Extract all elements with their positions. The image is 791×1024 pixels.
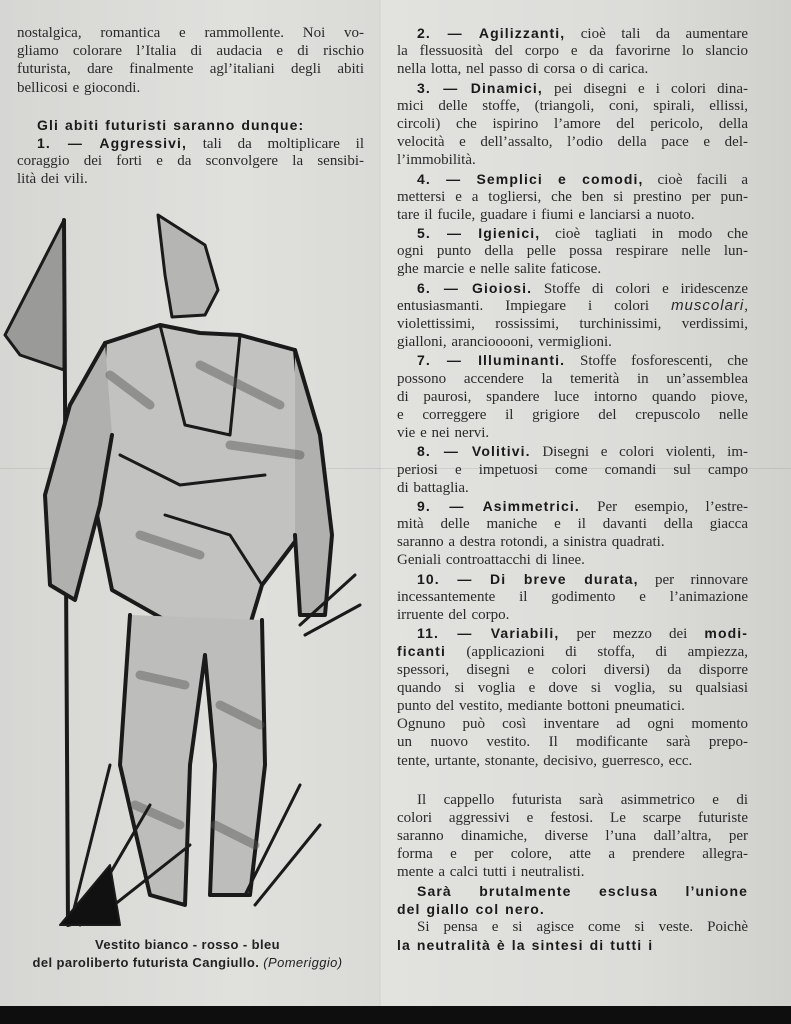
text: spessori, disegni e colori diversi) da disporre [397,661,748,678]
text-line [17,42,364,60]
text: ghe marcie e nelle salite faticose. [397,261,602,278]
text-line [397,642,748,660]
text-line [397,42,748,60]
text-line [397,752,748,770]
text: Geniali controattacchi di linee. [397,552,585,569]
text-line [397,882,748,900]
text: Si pensa e si agisce come si veste. Poichè [417,919,748,935]
text-line [397,497,748,515]
left-column [17,24,364,189]
text-line [397,588,748,606]
text: saranno dinamiche, diverse l’una dall’altra, per [397,828,748,845]
text: (applicazioni di stoffa, di ampiezza, [445,644,748,661]
text-line [397,570,748,588]
text-line [397,479,748,497]
text: quando si voglia e dove si voglia, su qualsiasi [397,679,748,696]
bold-text: modi- [704,625,748,642]
text: l’immobilità. [397,152,476,169]
text: irruente del corpo. [397,607,510,623]
trousers [120,615,265,905]
text: gialloni, aranciooooni, vermiglioni. [397,334,612,351]
text-line [397,170,748,188]
futurist-suit-illustration [0,205,370,935]
bold-text: 7. — Illuminanti. [417,352,566,369]
text-line [397,936,748,954]
text-line [397,388,748,406]
text-line [397,791,748,809]
text: mità delle maniche e il davanti della giacca [397,516,748,533]
text-line [397,533,748,551]
text: vie e nei nervi. [397,425,490,442]
text-line [397,827,748,845]
right-sleeve [295,350,332,615]
text-line [397,733,748,751]
text: e correggere il grigiore del crepuscolo nelle [397,406,748,423]
text: punto del vestito, mediante bottoni pneumatici. [397,697,685,714]
text-line [397,60,748,78]
text: incessantemente il godimento e l’animazione [397,588,748,605]
bold-text: 4. — Semplici e comodi, [417,170,644,187]
text-line [397,461,748,479]
text: ogni punto della pelle possa respirare nelle lun- [397,243,748,260]
text-line [397,900,748,918]
text: mettersi e a togliersi, che ben si prestino per pun- [397,188,748,205]
text: Stoffe di colori e iridescenze [532,280,748,297]
bold-text: 8. — Volitivi. [417,443,531,460]
text: Il cappello futurista sarà asimmetrico e di [417,791,748,808]
text-line [397,115,748,133]
text: pei disegni e i colori dina- [542,80,748,97]
text: Ognuno può così inventare ad ogni momento [397,716,748,733]
text-line [397,188,748,206]
text: nella lotta, nel passo di corsa o di carica. [397,61,649,78]
text: per mezzo dei [559,626,705,643]
text: Disegni e colori violenti, im- [530,444,749,461]
text-line [17,79,364,97]
bold-text: del giallo col nero. [397,900,545,917]
text: Stoffe fosforescenti, che [565,353,749,370]
caption-note: (Pomeriggio) [263,955,343,970]
text: forma e per colore, atte a prendere allegra- [397,846,748,863]
text-line [397,279,748,297]
text: Per esempio, l’estre- [579,498,748,515]
text-line [397,315,748,333]
text-line [17,24,364,42]
text-line [17,60,364,78]
text-line [397,97,748,115]
text-line [397,133,748,151]
text: tare il fucile, guadare i fiumi e lanciarsi a nuoto. [397,206,695,223]
paragraph-gap [17,97,364,116]
text: tali da moltiplicare il [186,135,364,152]
text: futurista, dare finalmente agl’italiani degli abiti [17,61,364,78]
text: circoli) che ispirino l’amore del pericolo, della [397,115,748,132]
text-line [397,260,748,278]
text-line [397,370,748,388]
text-line [397,715,748,733]
text: coraggio dei forti e da sconvolgere la sensibi- [17,153,364,170]
text-line [397,809,748,827]
flag [5,220,64,370]
text-line [397,24,748,42]
text: cioè facili a [643,171,748,188]
text: velocità e dell’assalto, l’odio della pace e del- [397,134,748,151]
text: colori aggressivi e festosi. Le scarpe futuriste [397,809,748,826]
text: mente a calci tutti i neutralisti. [397,864,585,881]
text: per rinnovare [638,571,748,588]
text: cioè tagliati in modo che [540,226,748,243]
bold-text: Sarà brutalmente esclusa l’unione [417,882,748,899]
text-line [397,224,748,242]
text-line [397,661,748,679]
paragraph-gap [397,770,748,791]
right-column [397,24,748,954]
bold-text: ficanti [397,643,446,660]
text: bellicosi e giocondi. [17,79,141,96]
text-line [397,442,748,460]
text: di paurosi, spandere luce intorno quando piove, [397,388,748,405]
text-line [397,863,748,881]
bold-text: la neutralità è la sintesi di tutti i [397,937,654,954]
text-line [397,242,748,260]
bold-text: 2. — Agilizzanti, [417,25,566,41]
text: mici delle stoffe, (triangoli, coni, spirali, ellissi, [397,97,748,114]
text-line [397,606,748,624]
text-line [397,206,748,224]
text: nostalgica, romantica e rammollente. Noi vo- [17,25,364,41]
text-line [397,406,748,424]
text-line [397,679,748,697]
text-line [17,170,364,188]
text-line [397,515,748,533]
text-line [397,697,748,715]
text: un nuovo vestito. Il modificante sarà prepo- [397,734,748,751]
head [158,215,218,317]
text: lità dei vili. [17,171,88,188]
text-line [397,151,748,169]
text-line [17,152,364,170]
caption-line-1: Vestito bianco - rosso - bleu [95,937,280,952]
text: possono accendere la temerità in un’assemblea [397,370,748,387]
text: la flessuosità del corpo e da favorirne lo slancio [397,43,748,60]
text-line [397,624,748,642]
text-line [397,918,748,936]
bold-text: 1. — Aggressivi, [37,134,187,151]
text: violettissimi, rossissimi, turchinissimi, verdissimi, [397,316,748,332]
bold-text: 6. — Gioiosi. [417,279,533,296]
left-sleeve [45,343,112,600]
text: tente, urtante, stonante, decisivo, guerresco, ecc. [397,752,693,769]
text: , [744,297,748,314]
text: saranno a destra rotondi, a sinistra quadrati. [397,534,665,551]
bold-text: 3. — Dinamici, [417,79,543,96]
text: cioè tali da aumentare [565,26,749,42]
text-line [17,116,364,134]
illustration-caption [0,936,375,972]
italic-text: muscolari [671,296,745,314]
caption-line-2 [0,954,375,972]
bold-text: Gli abiti futuristi saranno dunque: [37,116,305,133]
caption-line-2-text: del paroliberto futurista Cangiullo. [32,955,260,970]
text: periosi e impetuosi come comandi sul campo [397,461,748,478]
text-line [397,424,748,442]
text: gliamo colorare l’Italia di audacia e di rischio [17,43,364,60]
bold-text: 10. — Di breve durata, [417,570,639,587]
text-line [397,333,748,351]
bold-text: 5. — Igienici, [417,225,541,242]
text: entusiasmanti. Impiegare i colori [397,297,672,314]
text-line [397,551,748,569]
text-line [397,351,748,369]
text: di battaglia. [397,479,469,496]
text-line [397,845,748,863]
text-line [397,297,748,315]
bold-text: 11. — Variabili, [417,625,560,642]
text-line [397,79,748,97]
text-line [17,134,364,152]
bold-text: 9. — Asimmetrici. [417,497,580,514]
